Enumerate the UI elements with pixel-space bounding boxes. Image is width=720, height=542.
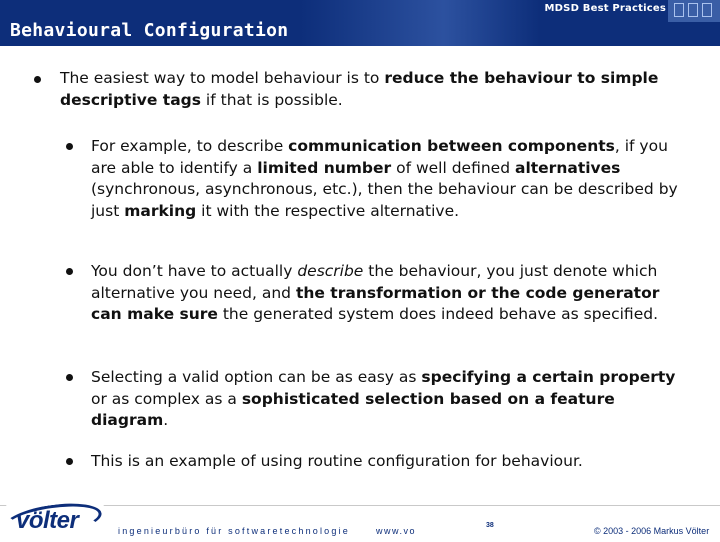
footer-copyright: © 2003 - 2006 Markus Völter: [594, 526, 710, 536]
voelter-logo: [4, 503, 106, 537]
bullet-dot: [66, 458, 73, 465]
presentation-label: MDSD Best Practices: [544, 3, 666, 14]
bullet-sub-3: Selecting a valid option can be as easy as specifying a certain property or as complex as a sophisticated selection based on a feature diagram.: [91, 367, 691, 432]
bullet-dot: [66, 143, 73, 150]
title-bar-gradient: [300, 0, 540, 46]
footer-tagline: ingenieurbüro für softwaretechnologie: [118, 526, 350, 536]
bullet-dot: [66, 374, 73, 381]
bullet-dot: [66, 268, 73, 275]
bullet-sub-2: You don’t have to actually describe the behaviour, you just denote which alternative you need, and the transformation or the code generator can make sure the generated system does indeed behave as specified.: [91, 261, 676, 326]
footer-divider: [0, 505, 720, 506]
logo-wordmark: völter: [16, 507, 79, 534]
bullet-main: The easiest way to model behaviour is to reduce the behaviour to simple descriptive tags if that is possible.: [60, 68, 660, 111]
slide-title: Behavioural Configuration: [10, 20, 289, 41]
page-number: 38: [486, 522, 494, 529]
bullet-sub-4: This is an example of using routine configuration for behaviour.: [91, 451, 691, 473]
bullet-dot: [34, 76, 41, 83]
footer-url: www.vo: [376, 526, 417, 536]
bullet-sub-1: For example, to describe communication between components, if you are able to identify a limited number of well defined alternatives (synchronous, asynchronous, etc.), then the behaviour can be described by just marking it with the respective alternative.: [91, 136, 681, 222]
corner-decoration: [668, 0, 720, 22]
